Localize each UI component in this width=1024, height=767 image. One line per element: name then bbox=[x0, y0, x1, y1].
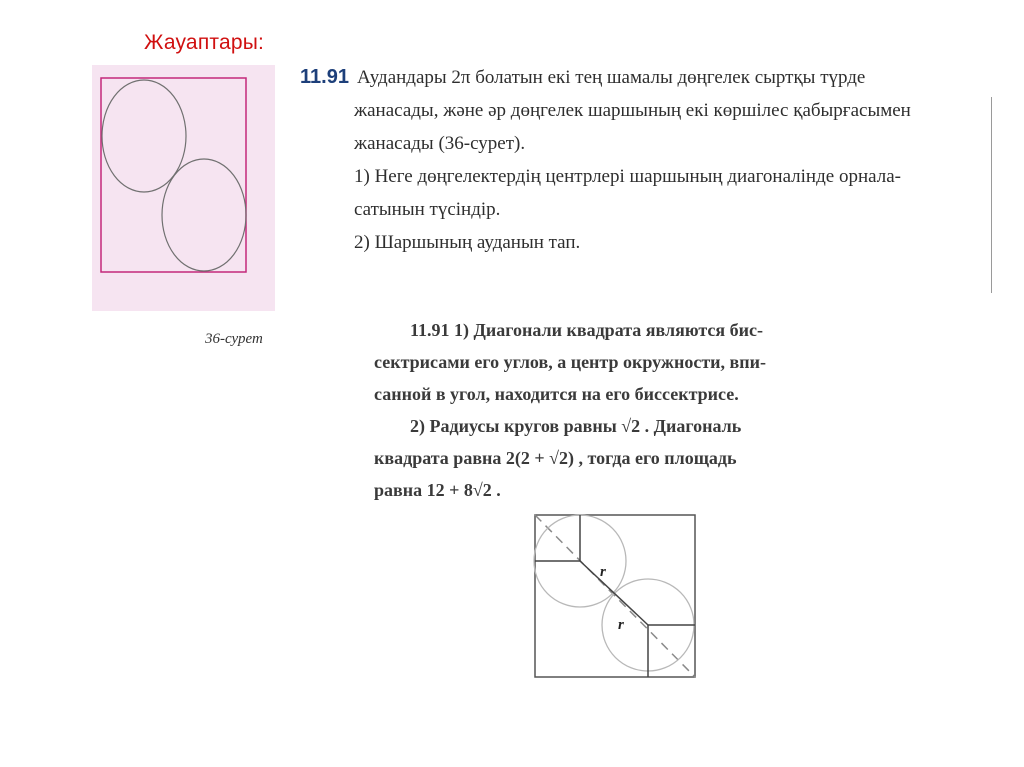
problem-part-2: 2) Шаршының ауданын тап. bbox=[354, 232, 581, 253]
answer-figure bbox=[532, 512, 698, 685]
problem-line-2: жанасады, және әр дөңгелек шаршының екі көршілес қабырғасымен bbox=[354, 100, 911, 121]
answer-line-5: квадрата равна 2(2 + √2) , тогда его площадь bbox=[374, 448, 737, 468]
answer-line-3: санной в угол, находится на его биссектрисе. bbox=[374, 384, 739, 404]
answer-line-1-text: 1) Диагонали квадрата являются бис- bbox=[454, 320, 764, 340]
problem-line-3: жанасады (36-сурет). bbox=[354, 133, 526, 154]
lower-circle bbox=[162, 159, 246, 271]
upper-circle bbox=[102, 80, 186, 192]
answer-block bbox=[374, 314, 874, 506]
problem-figure bbox=[92, 65, 275, 311]
page-heading: Жауаптары: bbox=[144, 31, 265, 54]
answer-line-4: 2) Радиусы кругов равны √2 . Диагональ bbox=[410, 416, 742, 436]
radius-label-upper: r bbox=[600, 564, 606, 580]
answer-line-2: сектрисами его углов, а центр окружности, впи- bbox=[374, 352, 766, 372]
answer-line-1 bbox=[374, 314, 874, 346]
answer-number: 11.91 bbox=[410, 320, 450, 340]
problem-line-1: Аудандары 2π болатын екі тең шамалы дөңгелек сыртқы түрде bbox=[356, 67, 866, 88]
scan-edge-line bbox=[991, 97, 992, 293]
two-circles-in-square-diagram bbox=[92, 65, 275, 311]
radius-label-lower: r bbox=[618, 617, 624, 633]
answer-line-6: равна 12 + 8√2 . bbox=[374, 480, 501, 500]
problem-part-1-line-2: сатынын түсіндір. bbox=[354, 199, 501, 220]
problem-part-1-line-1: 1) Неге дөңгелектердің центрлері шаршының диагоналінде орнала- bbox=[354, 166, 901, 187]
figure-caption: 36-сурет bbox=[205, 331, 263, 347]
solution-diagram bbox=[532, 512, 698, 680]
problem-number: 11.91 bbox=[300, 66, 349, 88]
problem-statement bbox=[300, 64, 990, 262]
problem-intro bbox=[300, 64, 990, 91]
